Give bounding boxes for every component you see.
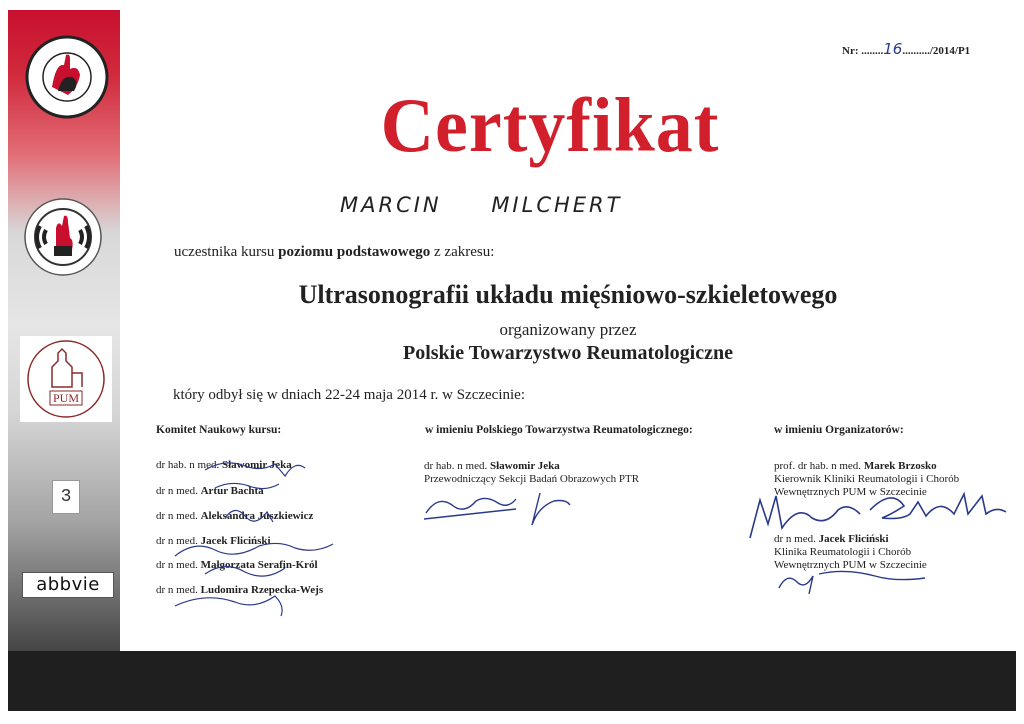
member-name: Aleksandra Juszkiewicz bbox=[200, 510, 314, 522]
small-badge: 3 bbox=[52, 480, 80, 514]
organizer-1-name: Marek Brzosko bbox=[863, 460, 937, 472]
certificate-number bbox=[842, 40, 970, 58]
decorative-bottom-bar bbox=[8, 651, 1016, 711]
organizers-heading: w imieniu Organizatorów: bbox=[774, 424, 904, 436]
committee-heading: Komitet Naukowy kursu: bbox=[156, 424, 282, 436]
participation-pre: uczestnika kursu bbox=[174, 244, 279, 260]
ptr-heading: w imieniu Polskiego Towarzystwa Reumatologicznego: bbox=[425, 424, 693, 436]
certificate-title: Certyfikat bbox=[380, 82, 720, 170]
organizer-2-role-line2: Wewnętrznych PUM w Szczecinie bbox=[774, 559, 927, 571]
member-name: Artur Bachta bbox=[200, 485, 264, 497]
participation-line bbox=[174, 244, 494, 261]
ultrasound-section-logo bbox=[18, 192, 108, 282]
ptr-signature bbox=[420, 485, 590, 540]
abbvie-logo: abbvie bbox=[22, 572, 114, 598]
member-title: dr n med. bbox=[156, 535, 201, 547]
organizer-1-signature bbox=[742, 484, 1012, 542]
member-name: Jacek Fliciński bbox=[200, 535, 271, 547]
number-prefix: Nr: ........ bbox=[842, 45, 884, 57]
member-name: Małgorzata Serafin-Król bbox=[200, 559, 318, 571]
ptr-signatory-role: Przewodniczący Sekcji Badań Obrazowych PTR bbox=[424, 473, 640, 485]
organized-by-label: organizowany przez bbox=[499, 320, 637, 339]
number-suffix: ........../2014/P1 bbox=[902, 45, 971, 57]
participation-post: z zakresu: bbox=[430, 244, 495, 260]
pum-acronym: PUM bbox=[52, 391, 80, 405]
organizer-2-signature bbox=[775, 566, 935, 596]
ptr-signatory bbox=[424, 460, 639, 486]
ptr-signatory-name: Sławomir Jeka bbox=[489, 460, 560, 472]
member-title: dr n med. bbox=[156, 559, 201, 571]
course-dates: który odbył się w dniach 22-24 maja 2014 r. w Szczecinie: bbox=[173, 387, 525, 403]
organizer-1-title: prof. dr hab. n med. bbox=[774, 460, 864, 472]
member-title: dr n med. bbox=[156, 485, 201, 497]
member-name: Sławomir Jeka bbox=[221, 459, 292, 471]
organizer-1-role-line2: Wewnętrznych PUM w Szczecinie bbox=[774, 486, 927, 498]
member-name: Ludomira Rzepecka-Wejs bbox=[200, 584, 324, 596]
organizer-2-name: Jacek Fliciński bbox=[818, 533, 889, 545]
organizer-1-role-line1: Kierownik Kliniki Reumatologii i Chorób bbox=[774, 473, 960, 485]
ptr-logo bbox=[22, 20, 112, 130]
organizer-2-role-line1: Klinika Reumatologii i Chorób bbox=[774, 546, 912, 558]
course-name: Ultrasonografii układu mięśniowo-szkieletowego bbox=[298, 280, 838, 309]
number-handwritten: 16 bbox=[883, 40, 903, 58]
member-title: dr hab. n med. bbox=[156, 459, 222, 471]
committee-signatures bbox=[175, 456, 335, 626]
organizer-name: Polskie Towarzystwo Reumatologiczne bbox=[403, 342, 733, 364]
pum-logo bbox=[20, 336, 112, 422]
recipient-name: MARCIN MILCHERT bbox=[340, 193, 623, 217]
participation-level: poziomu podstawowego bbox=[278, 244, 431, 260]
organizer-2-title: dr n med. bbox=[774, 533, 819, 545]
member-title: dr n med. bbox=[156, 510, 201, 522]
ptr-signatory-title: dr hab. n med. bbox=[424, 460, 490, 472]
member-title: dr n med. bbox=[156, 584, 201, 596]
